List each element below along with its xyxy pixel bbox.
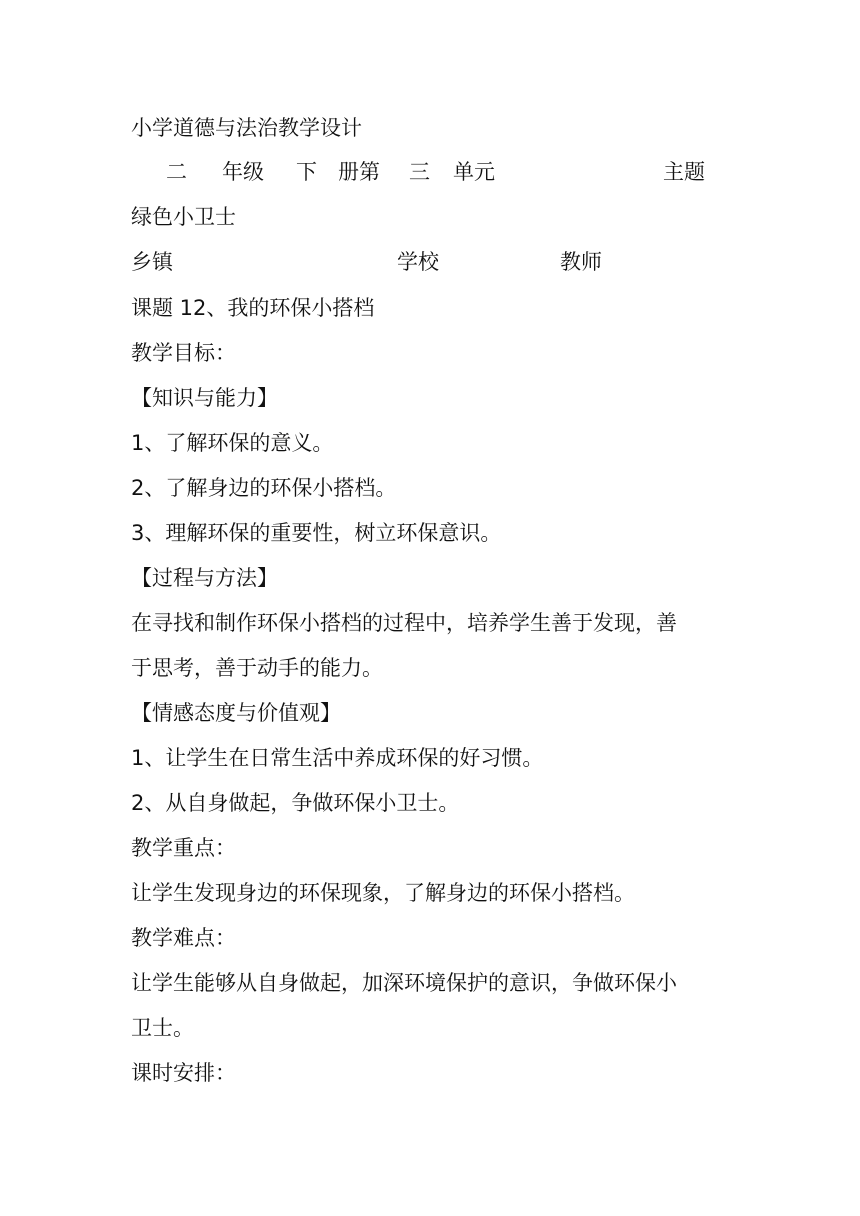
- process-text-line: 在寻找和制作环保小搭档的过程中，培养学生善于发现，善: [131, 611, 677, 635]
- difficulties-text-line: 让学生能够从自身做起，加深环境保护的意识，争做环保小: [131, 971, 677, 995]
- emotion-item: 2、从自身做起，争做环保小卫士。: [131, 791, 460, 815]
- objectives-heading: 教学目标：: [131, 341, 236, 365]
- key-points-heading: 教学重点：: [131, 836, 236, 860]
- lesson-title: 课题 12、我的环保小搭档: [131, 296, 375, 320]
- township-label: 乡镇: [131, 250, 173, 274]
- process-text-line: 于思考，善于动手的能力。: [131, 656, 383, 680]
- teacher-label: 教师: [560, 250, 602, 274]
- knowledge-item: 2、了解身边的环保小搭档。: [131, 476, 397, 500]
- document-title: 小学道德与法治教学设计: [131, 116, 362, 140]
- key-points-text: 让学生发现身边的环保现象，了解身边的环保小搭档。: [131, 881, 635, 905]
- volume-label: 册第: [338, 160, 380, 184]
- emotion-item: 1、让学生在日常生活中养成环保的好习惯。: [131, 746, 544, 770]
- knowledge-heading: 【知识与能力】: [131, 386, 278, 410]
- grade-value: 二: [166, 160, 187, 184]
- schedule-heading: 课时安排：: [131, 1061, 236, 1085]
- grade-label: 年级: [222, 160, 264, 184]
- emotion-heading: 【情感态度与价值观】: [131, 701, 341, 725]
- process-heading: 【过程与方法】: [131, 566, 278, 590]
- theme-label: 主题: [663, 160, 705, 184]
- unit-value: 三: [409, 160, 430, 184]
- knowledge-item: 1、了解环保的意义。: [131, 431, 334, 455]
- unit-label: 单元: [453, 160, 495, 184]
- difficulties-text-line: 卫士。: [131, 1016, 194, 1040]
- theme-value: 绿色小卫士: [131, 205, 236, 229]
- difficulties-heading: 教学难点：: [131, 926, 236, 950]
- school-label: 学校: [397, 250, 439, 274]
- knowledge-item: 3、理解环保的重要性，树立环保意识。: [131, 521, 502, 545]
- volume-value: 下: [296, 160, 317, 184]
